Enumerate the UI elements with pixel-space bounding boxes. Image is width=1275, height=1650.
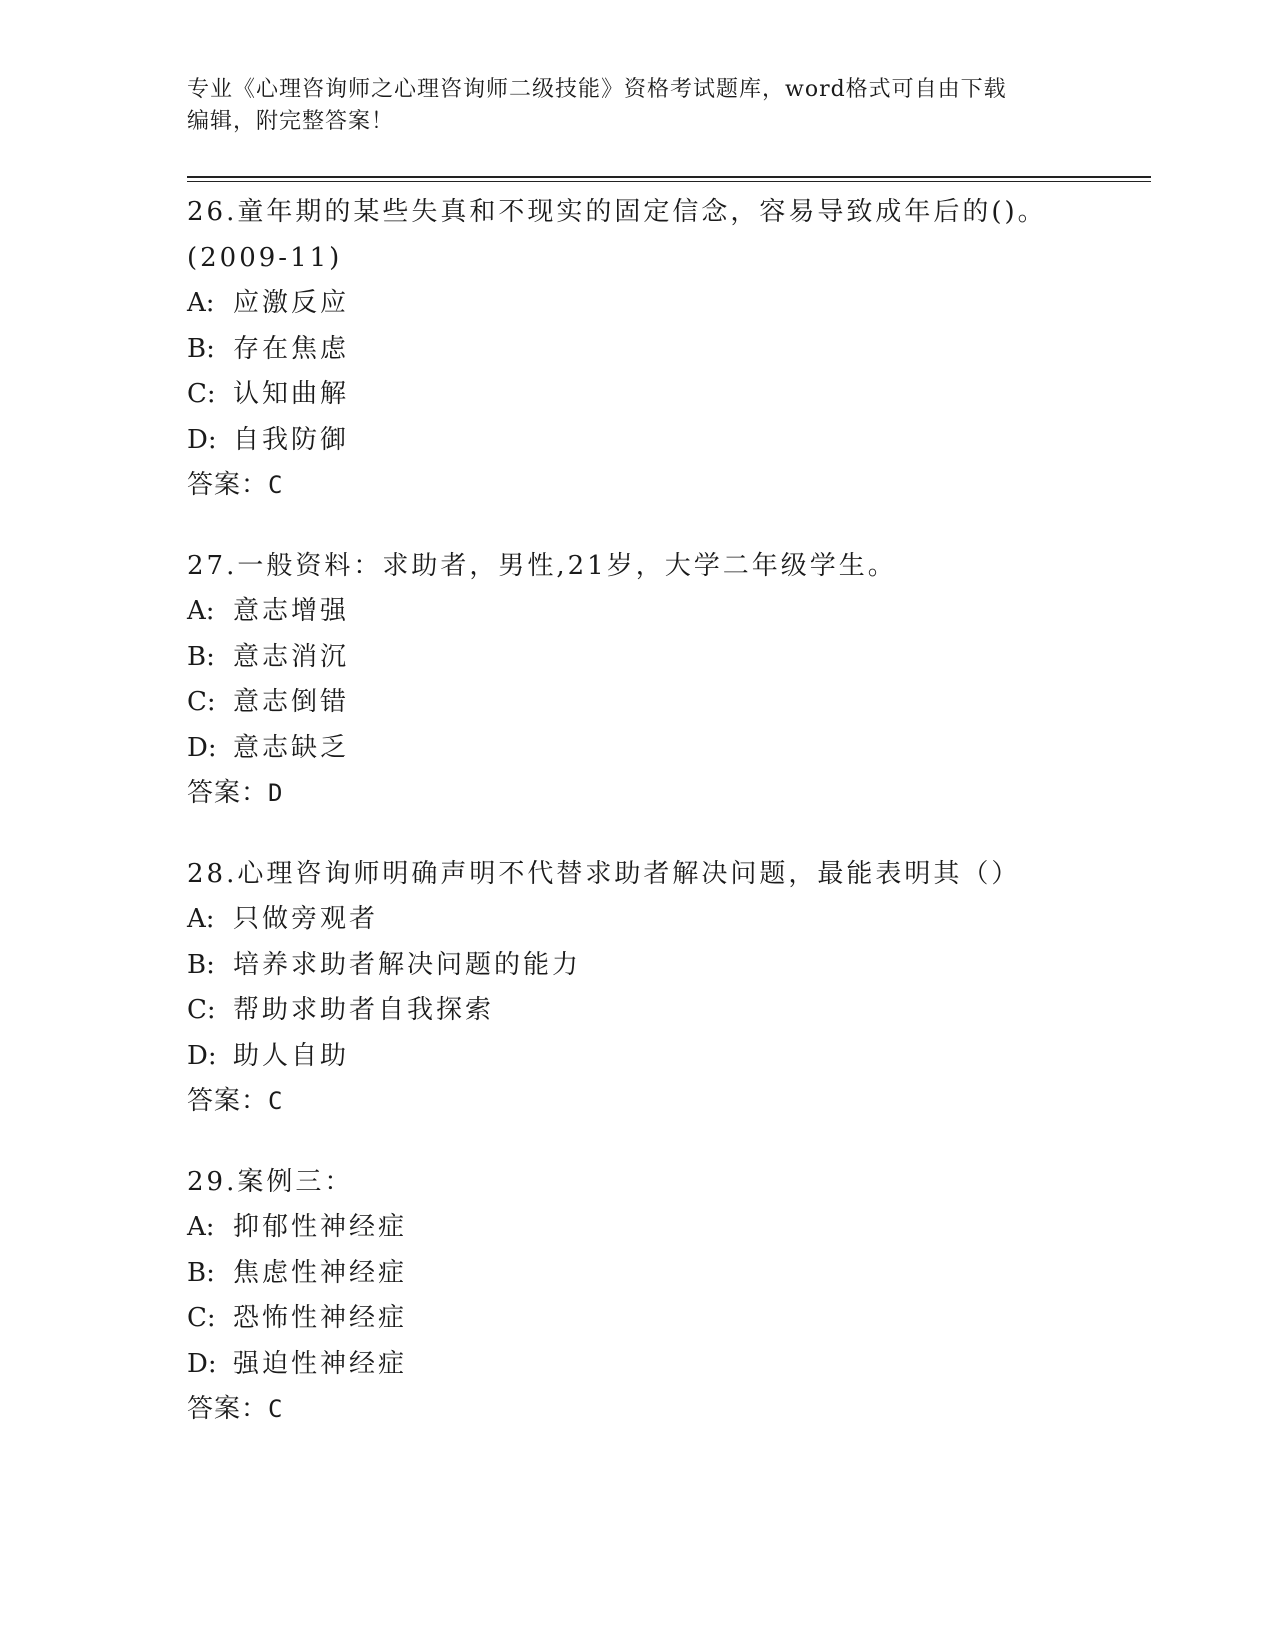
option-text: 强迫性神经症: [233, 1348, 408, 1379]
option-text: 焦虑性神经症: [233, 1257, 408, 1288]
option-text: 意志消沉: [233, 641, 350, 672]
option-key: A:: [187, 288, 215, 318]
option-key: C:: [187, 379, 216, 409]
option-text: 抑郁性神经症: [233, 1212, 408, 1242]
option-d: [187, 1342, 1151, 1388]
answer-label: 答案：: [187, 470, 269, 500]
option-c: [187, 1296, 1151, 1342]
option-key: D:: [187, 424, 217, 455]
option-key: B:: [187, 641, 215, 672]
option-text: 存在焦虑: [233, 333, 350, 364]
question-27: [187, 544, 1151, 817]
option-key: C:: [187, 995, 216, 1025]
option-text: 意志倒错: [233, 687, 350, 717]
header-line-2: 编辑，附完整答案！: [187, 109, 395, 134]
option-text: 意志增强: [233, 596, 350, 626]
option-d: [187, 1034, 1151, 1080]
answer-value: D: [268, 779, 284, 807]
question-list: [187, 190, 1151, 1468]
question-28: [187, 852, 1151, 1125]
option-text: 恐怖性神经症: [233, 1303, 408, 1333]
option-key: A:: [187, 596, 215, 626]
header-divider-thin: [187, 181, 1151, 182]
option-text: 帮助求助者自我探索: [233, 995, 495, 1025]
option-c: [187, 372, 1151, 418]
answer-line: [187, 1387, 1151, 1433]
option-d: [187, 726, 1151, 772]
answer-label: 答案：: [187, 778, 269, 808]
option-c: [187, 680, 1151, 726]
option-key: D:: [187, 732, 217, 763]
answer-line: [187, 463, 1151, 509]
option-key: C:: [187, 1303, 216, 1333]
answer-value: C: [268, 471, 284, 499]
option-text: 意志缺乏: [233, 732, 350, 763]
option-key: B:: [187, 1257, 215, 1288]
option-key: D:: [187, 1348, 217, 1379]
option-text: 应激反应: [233, 288, 350, 318]
answer-line: [187, 1079, 1151, 1125]
answer-value: C: [268, 1395, 284, 1423]
option-a: [187, 281, 1151, 327]
option-key: C:: [187, 687, 216, 717]
option-b: [187, 1251, 1151, 1297]
question-26: [187, 190, 1151, 509]
option-text: 自我防御: [233, 424, 350, 455]
question-29: [187, 1160, 1151, 1433]
question-stem: 27.一般资料：求助者，男性,21岁，大学二年级学生。: [187, 550, 897, 581]
answer-value: C: [268, 1087, 284, 1115]
option-b: [187, 635, 1151, 681]
answer-line: [187, 771, 1151, 817]
option-key: D:: [187, 1040, 217, 1071]
header-line-1: 专业《心理咨询师之心理咨询师二级技能》资格考试题库，word格式可自由下载: [187, 77, 1007, 102]
option-b: [187, 327, 1151, 373]
header-divider-thick: [187, 176, 1151, 178]
option-key: A:: [187, 904, 215, 934]
option-key: B:: [187, 949, 215, 980]
answer-label: 答案：: [187, 1394, 269, 1424]
option-a: [187, 897, 1151, 943]
question-stem: 29.案例三：: [187, 1166, 354, 1197]
answer-label: 答案：: [187, 1086, 269, 1116]
option-b: [187, 943, 1151, 989]
option-c: [187, 988, 1151, 1034]
option-d: [187, 418, 1151, 464]
option-text: 只做旁观者: [233, 904, 379, 934]
question-stem: 26.童年期的某些失真和不现实的固定信念，容易导致成年后的()。: [187, 197, 1047, 227]
option-text: 助人自助: [233, 1040, 350, 1071]
option-key: A:: [187, 1212, 215, 1242]
option-a: [187, 1205, 1151, 1251]
question-stem-continued: (2009-11): [187, 242, 343, 273]
question-stem: 28.心理咨询师明确声明不代替求助者解决问题，最能表明其（）: [187, 858, 1021, 889]
option-text: 认知曲解: [233, 379, 350, 409]
document-header: [187, 74, 1087, 138]
option-text: 培养求助者解决问题的能力: [233, 949, 582, 980]
option-key: B:: [187, 333, 215, 364]
option-a: [187, 589, 1151, 635]
